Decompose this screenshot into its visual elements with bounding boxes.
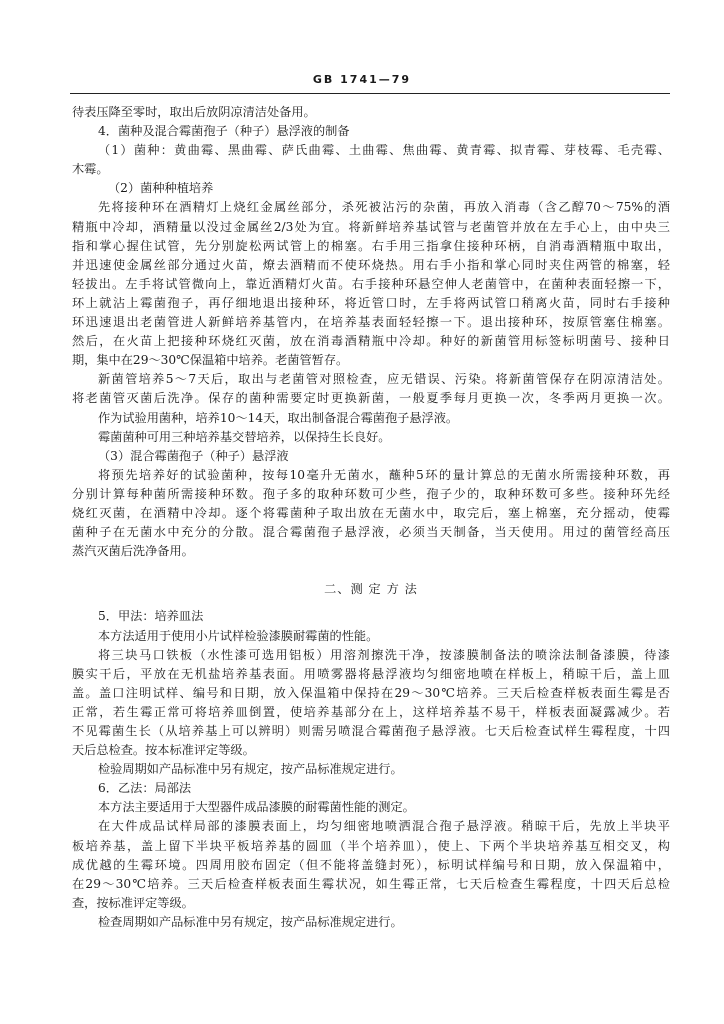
text-line: 本方法适用于使用小片试样检验漆膜耐霉菌的性能。 (98, 628, 379, 643)
text-line: 在大件成品试样局部的漆膜表面上，均匀细密地喷洒混合孢子悬浮液。稍晾干后，先放上半块平 (98, 819, 670, 834)
text-line: 4．菌种及混合霉菌孢子（种子）悬浮液的制备 (98, 124, 350, 139)
text-line: 本方法主要适用于大型器件成品漆膜的耐霉菌性能的测定。 (98, 800, 415, 815)
text-line: 待表压降至零时，取出后放阴凉清洁处备用。 (72, 105, 316, 119)
text-line: （1）菌种：黄曲霉、黑曲霉、萨氏曲霉、土曲霉、焦曲霉、黄青霉、拟青霉、芽枝霉、毛壳霉、 (98, 143, 670, 158)
text-line: 然后，在火苗上把接种环烧红灭菌，放在消毒酒精瓶中冷却。种好的新菌管用标签标明菌号、接种日 (72, 334, 670, 349)
blank-line (72, 561, 670, 580)
header-rule (70, 93, 670, 94)
text-line: 分别计算每种菌所需接种环数。孢子多的取种环数可少些，孢子少的，取种环数可多些。接种环先经 (72, 486, 670, 501)
text-line: 环迅速退出老菌管进人新鲜培养基管内，在培养基表面轻轻擦一下。退出接种环，按原管塞住棉塞。 (72, 315, 670, 330)
text-line: 盖。盖口注明试样、编号和日期，放入保温箱中保持在29～30℃培养。三天后检查样板表面生霉是否 (72, 685, 670, 700)
text-line: 新菌管培养5～7天后，取出与老菌管对照检查，应无错误、污染。将新菌管保存在阴凉清洁处。 (98, 372, 670, 387)
text-line: 烧红灭菌，在酒精中冷却。逐个将霉菌种子取出放在无菌水中，取完后，塞上棉塞，充分摇动，使霉 (72, 505, 670, 520)
blank-line (72, 599, 670, 607)
body-text (72, 103, 670, 932)
text-line: 先将接种环在酒精灯上烧红金属丝部分，杀死被沾污的杂菌，再放入消毒（含乙醇70～75%的酒 (98, 200, 670, 215)
text-line: 环上就沾上霉菌孢子，再仔细地退出接种环，将近管口时，左手将两试管口稍离火苗，同时右手接种 (72, 295, 670, 310)
standard-code-header: GB 1741—79 (312, 73, 412, 86)
text-line: 指和掌心握住试管，先分别旋松两试管上的棉塞。右手用三指拿住接种环柄，自消毒酒精瓶中取出， (72, 238, 670, 253)
text-line: （2）菌种种植培养 (108, 181, 214, 196)
text-line: 膜实干后，平放在无机盐培养基表面。用喷雾器将悬浮液均匀细密地喷在样板上，稍晾干后，盖上皿 (72, 666, 670, 681)
text-line: 菌种子在无菌水中充分的分散。混合霉菌孢子悬浮液，必须当天制备，当天使用。用过的菌管经高压 (72, 525, 670, 540)
text-line: 作为试验用菌种，培养10～14天，取出制备混合霉菌孢子悬浮液。 (98, 410, 459, 425)
text-line: 天后总检查。按本标准评定等级。 (72, 743, 255, 758)
text-line: 木霉。 (72, 162, 109, 177)
text-line: 蒸汽灭菌后洗净备用。 (72, 544, 194, 559)
text-line: 5．甲法：培养皿法 (98, 609, 204, 624)
text-line: 并迅速使金属丝部分通过火苗，燎去酒精而不使环烧热。用右手小指和掌心同时夹住两管的棉塞，轻 (72, 257, 670, 272)
text-line: 6．乙法：局部法 (98, 781, 192, 796)
text-line: 将预先培养好的试验菌种，按每10毫升无菌水，蘸种5环的量计算总的无菌水所需接种环数，再 (98, 467, 670, 482)
text-line: 正常，若生霉正常可将培养皿倒置，使培养基部分在上，这样培养基不易干，样板表面凝露减少。若 (72, 704, 670, 719)
text-line: 将老菌管灭菌后洗净。保存的菌种需要定时更换新菌，一般夏季每月更换一次，冬季两月更换一次。 (72, 391, 670, 406)
text-line: 轻拔出。左手将试管微向上，靠近酒精灯火苗。右手接种环悬空伸人老菌管中，在菌种表面轻擦一下， (72, 276, 670, 291)
text-line: 期，集中在29～30℃保温箱中培养。老菌管暂存。 (72, 353, 349, 368)
text-line: 不见霉菌生长（从培养基上可以辨明）则需另喷混合霉菌孢子悬浮液。七天后检查试样生霉程度，十四 (72, 724, 670, 738)
section-heading: 二、测 定 方 法 (324, 582, 418, 597)
text-line: 霉菌菌种可用三种培养基交替培养，以保持生长良好。 (98, 429, 391, 444)
text-line: 检验周期如产品标准中另有规定，按产品标准规定进行。 (98, 762, 403, 777)
text-line: 板培养基，盖上留下半块平板培养基的圆皿（半个培养皿），使上、下两个半块培养基互相交叉，构 (72, 838, 670, 853)
text-line: 检查周期如产品标准中另有规定，按产品标准规定进行。 (98, 914, 403, 929)
text-line: 将三块马口铁板（水性漆可选用铝板）用溶剂擦洗干净，按漆膜制备法的喷涂法制备漆膜，待漆 (98, 647, 670, 662)
text-line: 查，按标准评定等级。 (72, 895, 194, 910)
text-line: （3）混合霉菌孢子（种子）悬浮液 (98, 448, 289, 463)
text-line: 精瓶中冷却，酒精量以没过金属丝2/3处为宜。将新鲜培养基试管与老菌管并放在左手心上，由中央三 (72, 219, 670, 234)
text-line: 在29～30℃培养。三天后检查样板表面生霉状况，如生霉正常，七天后检查生霉程度，十四天后总检 (72, 876, 670, 891)
text-line: 成优越的生霉环境。四周用胶布固定（但不能将盖缝封死），标明试样编号和日期，放入保温箱中， (72, 857, 670, 872)
